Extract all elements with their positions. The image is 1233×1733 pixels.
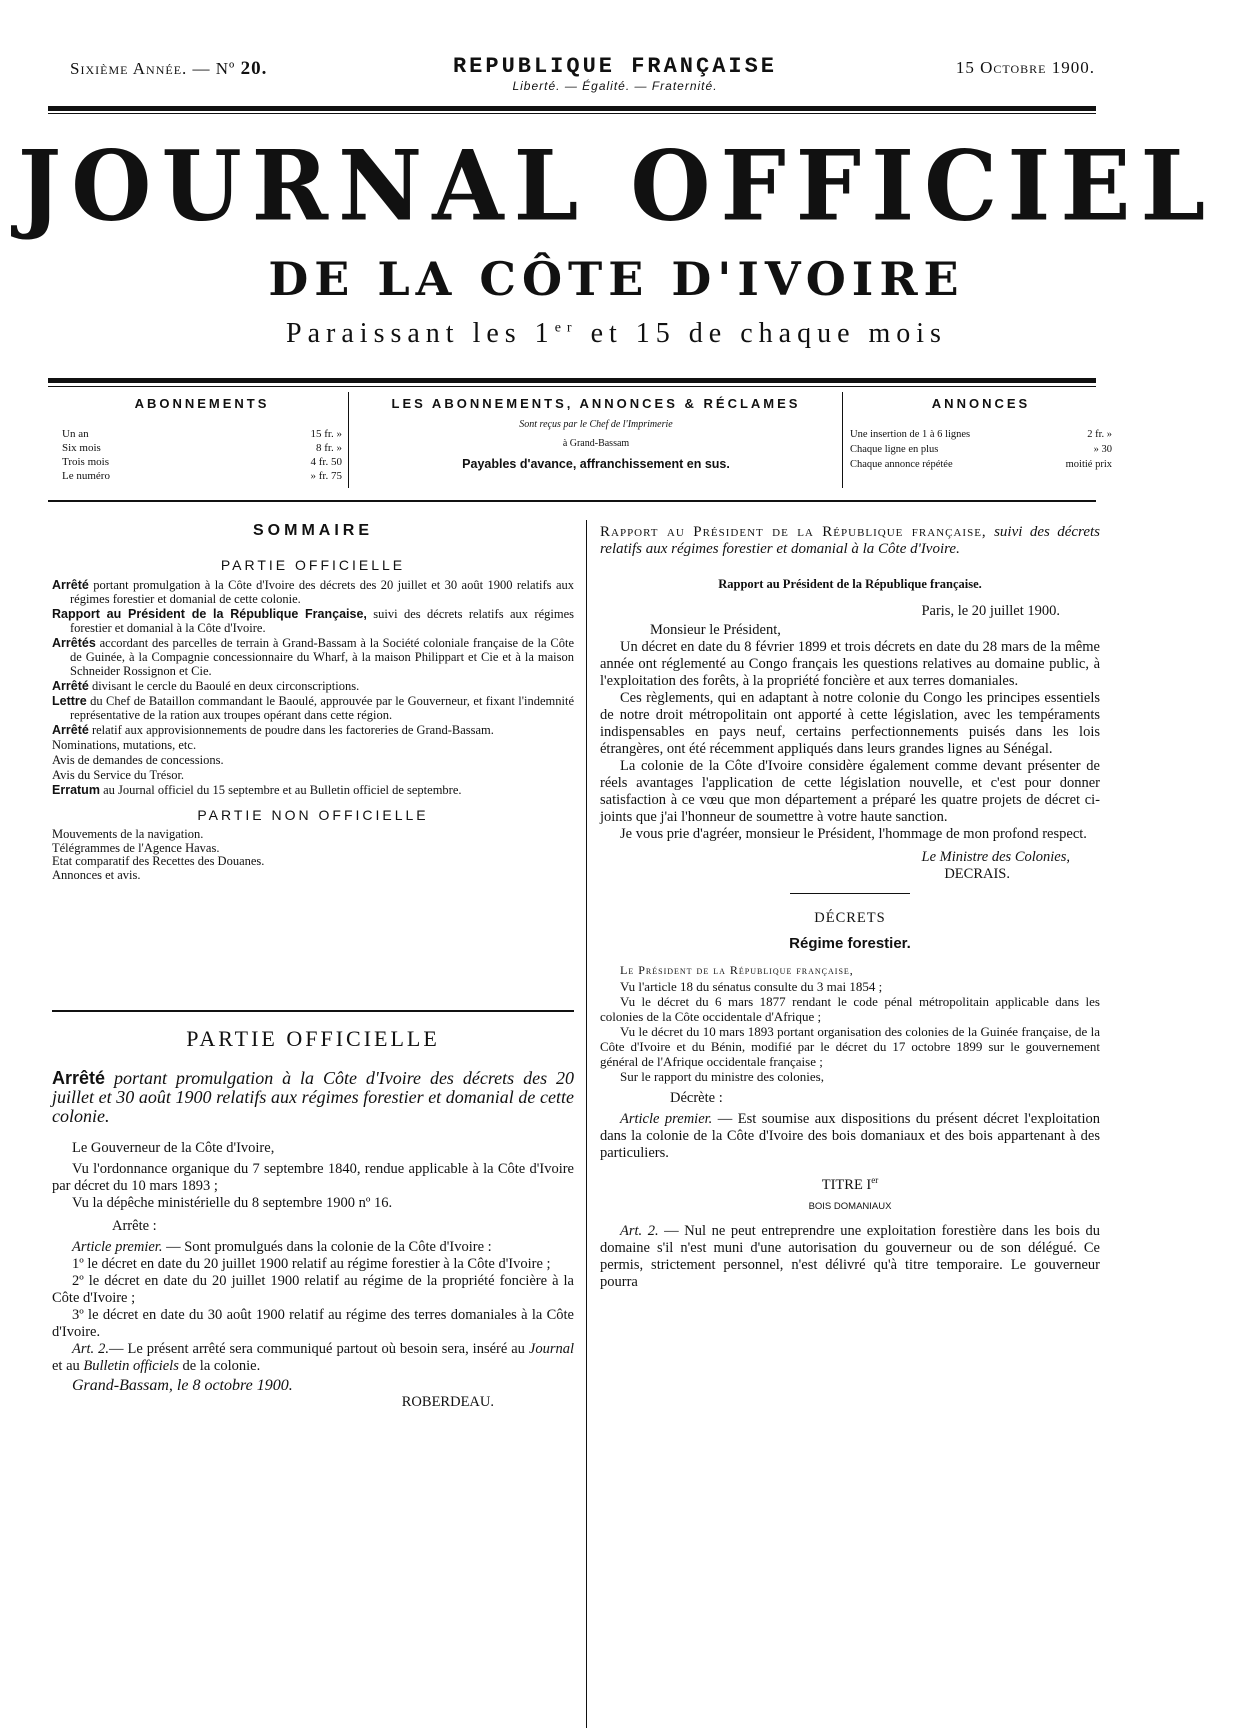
masthead-rule [48,378,1096,383]
sommaire-item: Nominations, mutations, etc. [52,738,197,752]
sommaire-item: Erratum au Journal officiel du 15 septembre et au Bulletin officiel de septembre. [52,783,462,797]
annonce-row: Une insertion de 1 à 6 lignes 2 fr. » [850,429,1112,440]
annonces-rows [850,427,1112,472]
minister-name: DECRAIS. [944,866,1010,882]
sommaire-item: Arrêté relatif aux approvisionnements de poudre dans les factoreries de Grand-Bassam. [52,723,494,737]
annonce-row: Chaque ligne en plus » 30 [850,444,1112,455]
sommaire-item: Arrêtés accordant des parcelles de terrain à Grand-Bassam à la Société coloniale française de la Côte de Guinée, à la Compagnie concessionnaire du Wharf, à la maison Philippart et Cie et à la maison Schneider Rossignon et Cie. [52,636,574,678]
rapport-heading: Rapport au Président de la République française. [718,577,982,591]
center-box-line1: Sont reçus par le Chef de l'Imprimerie [519,419,673,430]
header-rule [48,106,1096,111]
titre-heading: TITRE Ier [821,1175,879,1193]
decret-article-1: Article premier. — Est soumise aux dispositions du présent décret l'exploitation dans la colonie de la Côte d'Ivoire des bois domaniaux et des bois appartenant à des particuliers. [600,1111,1100,1161]
arrete-signature: ROBERDEAU. [401,1394,494,1410]
abonnement-row: Le numéro » fr. 75 [62,470,342,482]
rapport-paragraph: Un décret en date du 8 février 1899 et trois décrets en date du 28 mars de la même année ont réglementé au Congo français les questions relatives au domaine public, à l'exploitation des forêts, à la propriété foncière et aux terres domaniales. [600,639,1100,689]
sommaire-rule [52,1010,574,1012]
sommaire-item: Arrêté portant promulgation à la Côte d'Ivoire des décrets des 20 juillet et 30 août 1900 relatifs aux régimes forestier et domanial de cette colonie. [52,578,574,606]
decrets-rule [790,893,910,894]
sommaire-non-item: Mouvements de la navigation. [52,827,204,841]
masthead-frequency [0,318,1233,350]
sommaire-heading: SOMMAIRE [253,522,373,539]
right-article [600,524,1100,1291]
center-box-line3: Payables d'avance, affranchissement en sus. [462,457,730,471]
sommaire-item: Lettre du Chef de Bataillon commandant le Baoulé, approuvée par le Gouverneur, et fixant l'indemnité représentative de la ration aux troupes opérant dans cette région. [52,694,574,722]
abonnement-row: Trois mois 4 fr. 50 [62,456,342,468]
abonnement-row: Six mois 8 fr. » [62,442,342,454]
decret-vu: Vu l'article 18 du sénatus consulte du 3 mai 1854 ; [620,979,883,994]
masthead-title: JOURNAL OFFICIEL [17,129,1216,243]
frequency-post: et 15 de chaque mois [577,318,947,349]
article-paragraph: Vu l'ordonnance organique du 7 septembre 1840, rendue applicable à la Côte d'Ivoire par décret du 10 mars 1893 ; [52,1161,574,1194]
center-box-line2: à Grand-Bassam [562,438,630,449]
annonces-heading: ANNONCES [931,396,1031,411]
abonnements-box [62,396,342,483]
article-1: Article premier. — Sont promulgués dans la colonie de la Côte d'Ivoire : [72,1239,492,1255]
decret-vu: Vu le décret du 6 mars 1877 rendant le code pénal métropolitain applicable dans les colonies de la Côte occidentale d'Afrique ; [600,994,1100,1024]
partie-officielle-title: PARTIE OFFICIELLE [186,1026,440,1051]
sommaire-non-item: Annonces et avis. [52,867,141,882]
article-item: 1º le décret en date du 20 juillet 1900 relatif au régime forestier à la Côte d'Ivoire ; [72,1256,551,1272]
sommaire-item: Arrêté divisant le cercle du Baoulé en deux circonscriptions. [52,679,360,693]
masthead-rule-thin [48,386,1096,387]
republic-block [360,54,870,93]
sommaire-item: Avis du Service du Trésor. [52,768,185,782]
decrets-heading: DÉCRETS [814,910,886,926]
abonnement-row: Un an 15 fr. » [62,428,342,440]
issue-label: Sixième Année. — Nº [70,59,236,78]
abonnements-rows [62,427,342,483]
article-item: 2º le décret en date du 20 juillet 1900 relatif au régime de la propriété foncière à la Côte d'Ivoire ; [52,1273,574,1306]
sommaire-non-item: Télégrammes de l'Agence Havas. [52,840,220,855]
regime-heading: Régime forestier. [789,935,911,952]
arrete-label: Arrête : [112,1218,157,1234]
article-paragraph: Le Gouverneur de la Côte d'Ivoire, [72,1140,275,1156]
arrete-title: Arrêté portant promulgation à la Côte d'Ivoire des décrets des 20 juillet et 30 août 1900 relatifs aux régimes forestier et domanial de cette colonie. [52,1068,574,1126]
arrete-place-date: Grand-Bassam, le 8 octobre 1900. [72,1377,293,1394]
decrete-label: Décrète : [670,1090,723,1106]
republic-title: REPUBLIQUE FRANÇAISE [452,54,778,79]
bois-heading: BOIS DOMANIAUX [808,1200,892,1212]
frequency-sup: er [554,320,578,336]
rapport-salutation: Monsieur le Président, [650,622,781,638]
decret-vu: Vu le décret du 10 mars 1893 portant organisation des colonies de la Guinée française, de la Côte d'Ivoire et du Bénin, modifié par le décret du 17 octobre 1899 sur le gouvernement général de l'Afrique occidentale française ; [600,1024,1100,1069]
box-divider [842,392,843,488]
rapport-place-date: Paris, le 20 juillet 1900. [921,603,1060,619]
republic-motto: Liberté. — Égalité. — Fraternité. [512,79,718,93]
sommaire-item: Avis de demandes de concessions. [52,753,224,767]
article-item: 3º le décret en date du 30 août 1900 relatif au régime des terres domaniales à la Côte d'Ivoire. [52,1307,574,1340]
masthead-subtitle: DE LA CÔTE D'IVOIRE [268,252,965,306]
sommaire-non-item: Etat comparatif des Recettes des Douanes. [52,854,265,868]
rapport-paragraph: Je vous prie d'agréer, monsieur le Président, l'hommage de mon profond respect. [620,826,1087,842]
abonnements-heading: ABONNEMENTS [134,396,270,411]
rapport-title: Rapport au Président de la République française, suivi des décrets relatifs aux régimes forestier et domanial à la Côte d'Ivoire. [600,524,1100,557]
frequency-pre: Paraissant les 1 [286,318,555,349]
left-article [52,1026,575,1411]
issue-date: 15 Octobre 1900. [955,58,1095,77]
partie-officielle-heading: PARTIE OFFICIELLE [220,557,406,573]
issue-number [70,58,267,80]
article-paragraph: Vu la dépêche ministérielle du 8 septembre 1900 nº 16. [72,1195,393,1211]
header-rule-thin [48,113,1096,114]
article-2: Art. 2.— Le présent arrêté sera communiqué partout où besoin sera, inséré au Journal et au Bulletin officiels de la colonie. [52,1341,575,1374]
column-divider [586,520,587,1728]
rapport-paragraph: Ces règlements, qui en adaptant à notre colonie du Congo les principes essentiels de notre droit métropolitain ont apporté à cette législation, avec les tempéraments indispensables en pays neuf, certains perfectionnements puisés dans les lois étrangères, ont été récemment appliqués dans leurs grandes lignes au Sénégal. [600,690,1100,757]
annonce-row: Chaque annonce répétée moitié prix [850,459,1112,470]
partie-non-officielle-heading: PARTIE NON OFFICIELLE [197,807,429,823]
rapport-paragraph: La colonie de la Côte d'Ivoire considère également comme devant présenter de réels avantages l'application de cette législation nouvelle, et c'est pour donner satisfaction à ce vœu que mon département a préparé les quatre projets de décret ci-joints que j'ai l'honneur de soumettre à votre haute sanction. [600,758,1100,825]
annonces-box [850,396,1112,472]
box-bottom-rule [48,500,1096,502]
box-divider [348,392,349,488]
decret-article-2: Art. 2. — Nul ne peut entreprendre une exploitation forestière dans les bois du domaine s'il n'est muni d'une autorisation du gouverneur ou de son délégué. Ce permis, strictement personnel, n'est délivré qu'à titre temporaire. Le gouverneur pourra [600,1222,1100,1290]
minister-title: Le Ministre des Colonies, [921,849,1070,865]
center-box [356,396,836,471]
issue-number-value: 20. [240,58,268,79]
sommaire-item: Rapport au Président de la République Française, suivi des décrets relatifs aux régimes forestier et domanial à la Côte d'Ivoire. [52,607,574,635]
decret-president: Le Président de la République française, [620,963,854,977]
sommaire [52,522,574,882]
center-box-heading: LES ABONNEMENTS, ANNONCES & RÉCLAMES [391,396,801,411]
decret-vu: Sur le rapport du ministre des colonies, [620,1069,824,1084]
